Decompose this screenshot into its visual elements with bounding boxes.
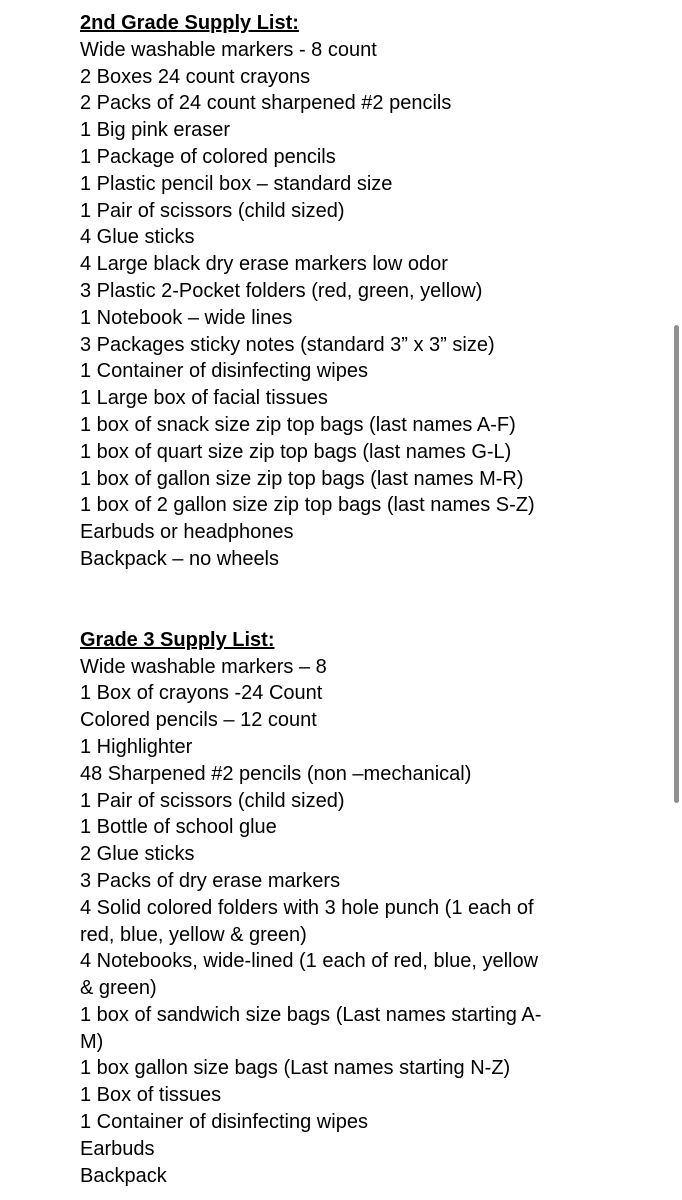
list-item: 1 Notebook – wide lines [80,306,293,329]
list-item: 3 Plastic 2-Pocket folders (red, green, yellow) [80,279,483,302]
list-item: 1 Plastic pencil box – standard size [80,172,393,195]
list-item: 1 Big pink eraser [80,119,231,142]
list-item: 1 Box of tissues [80,1084,222,1107]
list-item: 4 Large black dry erase markers low odor [80,253,448,276]
list-item: 1 box gallon size bags (Last names starting N-Z) [80,1057,511,1080]
list-item: Wide washable markers – 8 [80,655,327,678]
list-item: 1 Container of disinfecting wipes [80,1111,368,1134]
list-item: Colored pencils – 12 count [80,709,317,732]
document-page [80,10,640,1189]
list-item: 1 box of 2 gallon size zip top bags (last names S-Z) [80,494,535,517]
section-grade-2 [80,10,640,573]
list-item: Earbuds or headphones [80,521,294,544]
list-item: 3 Packs of dry erase markers [80,869,341,892]
list-item: 48 Sharpened #2 pencils (non –mechanical) [80,762,472,785]
list-item: 4 Glue sticks [80,226,195,249]
list-item: 2 Boxes 24 count crayons [80,65,311,88]
list-item: 1 Pair of scissors (child sized) [80,789,345,812]
list-item: 1 Box of crayons -24 Count [80,682,323,705]
list-item: 3 Packages sticky notes (standard 3” x 3” size) [80,333,495,356]
list-item: 1 box of sandwich size bags (Last names starting A- M) [80,1003,542,1053]
list-item: 1 Pair of scissors (child sized) [80,199,345,222]
list-item: Backpack [80,1164,167,1187]
list-item: 2 Glue sticks [80,843,195,866]
section-grade-3 [80,627,640,1190]
list-item: Earbuds [80,1137,155,1160]
section-title: Grade 3 Supply List: [80,628,275,651]
list-item: 1 Large box of facial tissues [80,387,328,410]
supply-list [80,654,640,1190]
list-item: Backpack – no wheels [80,547,280,570]
list-item: 1 Highlighter [80,735,193,758]
section-title: 2nd Grade Supply List: [80,12,299,34]
list-item: 1 box of gallon size zip top bags (last names M-R) [80,467,524,490]
list-item: 4 Solid colored folders with 3 hole punch (1 each of red, blue, yellow & green) [80,896,534,946]
list-item: 1 box of snack size zip top bags (last names A-F) [80,413,516,436]
supply-list [80,37,640,573]
list-item: 1 box of quart size zip top bags (last names G-L) [80,440,512,463]
list-item: 1 Container of disinfecting wipes [80,360,368,383]
list-item: 1 Bottle of school glue [80,816,277,839]
vertical-scrollbar[interactable] [674,325,679,803]
list-item: 4 Notebooks, wide-lined (1 each of red, blue, yellow & green) [80,950,539,1000]
list-item: 1 Package of colored pencils [80,145,336,168]
list-item: 2 Packs of 24 count sharpened #2 pencils [80,92,452,115]
list-item: Wide washable markers - 8 count [80,38,377,61]
